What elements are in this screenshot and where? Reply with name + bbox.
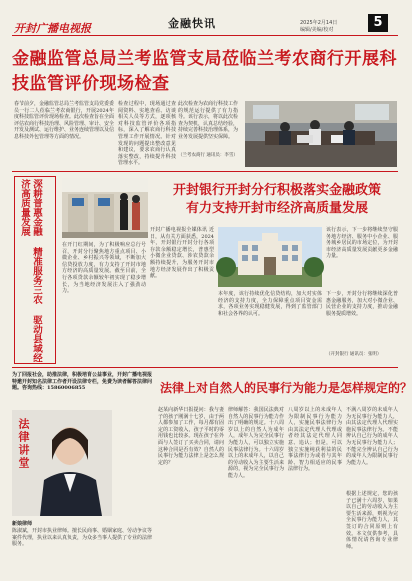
masthead [0,0,410,36]
notice-box [12,372,152,406]
section-title: 金融快讯 [168,17,216,30]
issue-date: 2025年2月14日 [300,20,338,26]
office-scene-image [245,101,397,167]
atm-hall-image [62,178,148,238]
feature-col-5: 下一步，开封分行将继续深化普惠金融服务，加大对小微企业、民营企业的支持力度，推动金融服务提质增效。 [326,291,398,317]
lawyer-caption: 新娘律师 [12,521,33,527]
feature-headline-line-1: 开封银行开封分行积极落实金融政策 [172,183,381,198]
law-col-5: 根据上述规定，您的孩子已满十六周岁，如果以自己的劳动收入为主要生活来源，则视为完全民事行为能力人，其签订的合同原则上有效。本文仅供参考，具体情况请咨询专业律师。 [346,491,398,550]
issue-editors: 编辑/美编/校对 [300,27,334,33]
feature-col-4: 该行表示，下一步将继续坚守服务地方经济、服务中小企业、服务城乡居民的市场定位，为开封市经济高质量发展贡献更多金融力量。 [326,227,398,260]
brand-name: 开封广播电视报 [14,22,91,35]
feature-photo-atm [62,178,148,238]
feature-col-3: 本年度，该行持续优化信贷结构，加大对实体经济的支持力度，全力保障重点项目资金需求，各项业务实现稳健发展，得到了监管部门和社会各界的认可。 [218,291,322,317]
lead-photo [245,101,397,167]
law-col-2: 律师解答：我国民法典对自然人的民事行为能力作出了明确的规定。十八周岁以上的自然人为成年人，成年人为完全民事行为能力人，可以独立实施民事法律行为。十六周岁以上的未成年人，以自己的劳动收入为主要生活来源的，视为完全民事行为能力人。 [228,407,284,479]
feature-col-2: 开封广播电视报全媒体讯 近日，从有关方面获悉，2024年，开封银行开封分行各项存款余额稳定增长，普惠型小微企业贷款、涉农贷款余额持续提升，为服务开封市地方经济发展作出了积极贡献。 [150,227,214,280]
feature-vertical-box [14,176,56,364]
law-col-1: 赵某向新华日报提问：我与妻子的孩子刚满十七岁，由于两人都参加了工作，每月都有固定的工资收入，孩子平时的零用钱也比较多。现在孩子在外面与人签订了买卖合同，请问这种合同是否有效？自然人的民事行为能力法律上是怎么规定的？ [158,407,224,466]
feature-photo-building [218,227,322,287]
law-headline: 法律上对自然人的民事行为能力是怎样规定的？ [160,381,412,395]
lead-credit: （兰考农商行 通讯员：李雪） [178,153,238,158]
notice-text: 为了回报社会，助推法律，积极培育公益事业，开封广播电视报特邀开封知名法律工作者开设法律专栏，免费为读者解答法律问题。咨询热线：15860006855 [12,372,153,392]
feature-vertical-title: 深耕普惠金融 精准服务三农 驱动县域经济高质量发展 [19,179,42,363]
page-number: 5 [368,14,388,32]
lead-headline: 金融监管总局兰考监管支局莅临兰考农商行开展科技监管评价现场检查 [12,49,397,94]
lead-col-2: 检查过程中，现场通过查阅资料、实地查看、访谈相关人员等方式，逐项核对科技监管评价各项指标，深入了解农商行科技管理工作开展情况。针对发现的问题提出整改意见和建议，要求农商行认真落实整改，持续提升科技管理水平。 [118,101,176,167]
lead-bottom-rule [12,171,398,172]
feature-credit: （开封银行 通讯员：张明） [326,352,382,357]
feature-col-1: 在开门红期间，为了积极响应总行号召，开封分行聚焦地方重点项目、小微企业、乡村振兴等领域，不断加大信贷投放力度，有力支持了开封市地方经济的高质量发展。截至目前，全行各项贷款余额较年初实现了稳步增长，为当地经济发展注入了强劲动力。 [62,242,146,295]
bank-building-image [218,227,322,287]
law-column-label: 法律讲堂 [17,418,30,470]
lead-col-3: 此次检查为农商行科技工作的规范运行提供了有力指导。该行表示，将以此次检查为契机，认真总结经验，持续完善科技治理体系，为业务发展提供坚实保障。 [178,101,239,140]
feature-bottom-rule [12,367,398,368]
law-col-4: 不满八周岁的未成年人为无民事行为能力人，由其法定代理人代理实施民事法律行为。不能辨认自己行为的成年人为无民事行为能力人；不能完全辨认自己行为的成年人为限制民事行为能力人。 [346,407,398,466]
lawyer-portrait [12,410,112,516]
feature-headline [152,182,402,222]
masthead-rule [12,35,398,36]
feature-headline-line-2: 有力支持开封市经济高质量发展 [185,201,368,216]
lawyer-bio: 陈淑斌，开封市执业律师。擅长民商事、婚姻家庭、劳动争议等案件代理，执业以来认真负责，为众多当事人提供了专业的法律服务。 [12,528,153,548]
law-col-3: 八周岁以上的未成年人为限制民事行为能力人，实施民事法律行为由其法定代理人代理或者经其法定代理人同意、追认；但是，可以独立实施纯获利益的民事法律行为或者与其年龄、智力相适应的民事法律行为。 [288,407,342,473]
lead-col-1: 春节前夕，金融监管总局兰考监管支局党委委员一行二人莅临兰考农商银行，开展2024年度科技监管评价现场检查。此次检查旨在全面评估农商行科技治理、风险管理、审计、安全开发及测试、运行维护、业务连续管理以及信息科技外包管理等方面的情况。 [14,101,115,140]
